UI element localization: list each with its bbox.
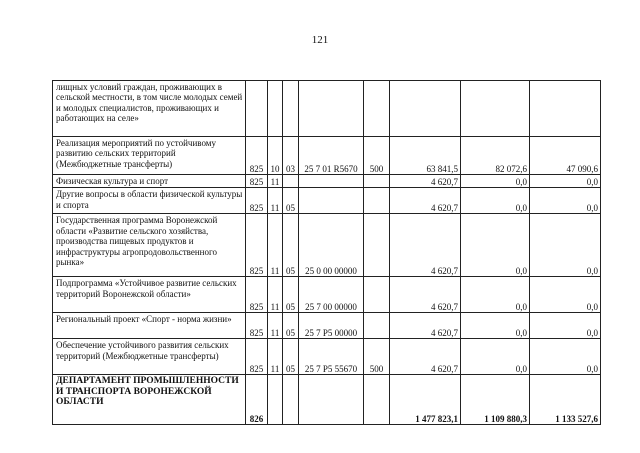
target-item-code: 25 7 Р5 55670	[299, 339, 364, 375]
amount-year-3: 47 090,6	[530, 137, 601, 175]
row-name: ДЕПАРТАМЕНТ ПРОМЫШЛЕННОСТИ И ТРАНСПОРТА ВОРОНЕЖСКОЙ ОБЛАСТИ	[53, 375, 246, 425]
row-name: Обеспечение устойчивого развития сельских территорий (Межбюджетные трансферты)	[53, 339, 246, 375]
section-code	[268, 375, 283, 425]
row-name: Другие вопросы в области физической культуры и спорта	[53, 188, 246, 214]
subsection-code	[283, 175, 299, 188]
expense-type-code: 500	[364, 137, 390, 175]
table-row	[53, 137, 601, 175]
section-code	[268, 81, 283, 137]
expense-type-code	[364, 375, 390, 425]
section-code: 11	[268, 175, 283, 188]
row-name: Государственная программа Воронежской области «Развитие сельского хозяйства, производства пищевых продуктов и инфраструктуры агропродовольственного рынка»	[53, 214, 246, 277]
expense-type-code	[364, 81, 390, 137]
amount-year-1: 4 620,7	[390, 175, 461, 188]
amount-year-3: 1 133 527,6	[530, 375, 601, 425]
target-item-code	[299, 188, 364, 214]
row-name: Региональный проект «Спорт - норма жизни»	[53, 313, 246, 339]
amount-year-2: 1 109 880,3	[461, 375, 530, 425]
amount-year-2: 0,0	[461, 214, 530, 277]
amount-year-3: 0,0	[530, 214, 601, 277]
expense-type-code	[364, 214, 390, 277]
row-name: лищных условий граждан, проживающих в сельской местности, в том числе молодых семей и молодых специалистов, проживающих и работающих на селе»	[53, 81, 246, 137]
table-row	[53, 313, 601, 339]
amount-year-1: 63 841,5	[390, 137, 461, 175]
amount-year-2: 0,0	[461, 175, 530, 188]
grbs-code: 825	[246, 188, 268, 214]
grbs-code: 825	[246, 175, 268, 188]
target-item-code: 25 7 Р5 00000	[299, 313, 364, 339]
page-number: 121	[311, 34, 329, 46]
section-code: 11	[268, 188, 283, 214]
amount-year-1: 4 620,7	[390, 277, 461, 313]
section-code: 11	[268, 313, 283, 339]
table-row	[53, 277, 601, 313]
subsection-code	[283, 375, 299, 425]
expense-type-code	[364, 277, 390, 313]
amount-year-3: 0,0	[530, 277, 601, 313]
subsection-code: 05	[283, 339, 299, 375]
amount-year-3: 0,0	[530, 188, 601, 214]
target-item-code	[299, 81, 364, 137]
amount-year-1: 4 620,7	[390, 188, 461, 214]
subsection-code	[283, 81, 299, 137]
amount-year-2: 0,0	[461, 188, 530, 214]
target-item-code: 25 7 01 R5670	[299, 137, 364, 175]
section-code: 10	[268, 137, 283, 175]
grbs-code: 825	[246, 277, 268, 313]
section-code: 11	[268, 214, 283, 277]
section-code: 11	[268, 339, 283, 375]
expense-type-code	[364, 175, 390, 188]
amount-year-1: 4 620,7	[390, 339, 461, 375]
grbs-code: 826	[246, 375, 268, 425]
amount-year-1: 4 620,7	[390, 214, 461, 277]
row-name: Реализация мероприятий по устойчивому развитию сельских территорий (Межбюджетные трансферты)	[53, 137, 246, 175]
subsection-code: 05	[283, 277, 299, 313]
amount-year-3: 0,0	[530, 339, 601, 375]
amount-year-2: 82 072,6	[461, 137, 530, 175]
grbs-code	[246, 81, 268, 137]
amount-year-1: 1 477 823,1	[390, 375, 461, 425]
table-row	[53, 339, 601, 375]
budget-table	[52, 80, 601, 425]
expense-type-code	[364, 188, 390, 214]
row-name: Физическая культура и спорт	[53, 175, 246, 188]
subsection-code: 05	[283, 188, 299, 214]
amount-year-3: 0,0	[530, 175, 601, 188]
subsection-code: 03	[283, 137, 299, 175]
grbs-code: 825	[246, 339, 268, 375]
expense-type-code: 500	[364, 339, 390, 375]
target-item-code: 25 0 00 00000	[299, 214, 364, 277]
section-code: 11	[268, 277, 283, 313]
target-item-code	[299, 175, 364, 188]
row-name: Подпрограмма «Устойчивое развитие сельских территорий Воронежской области»	[53, 277, 246, 313]
table-row	[53, 81, 601, 137]
grbs-code: 825	[246, 313, 268, 339]
amount-year-2: 0,0	[461, 313, 530, 339]
table-row	[53, 375, 601, 425]
target-item-code	[299, 375, 364, 425]
grbs-code: 825	[246, 214, 268, 277]
subsection-code: 05	[283, 214, 299, 277]
amount-year-2: 0,0	[461, 277, 530, 313]
target-item-code: 25 7 00 00000	[299, 277, 364, 313]
table-row	[53, 214, 601, 277]
amount-year-3	[530, 81, 601, 137]
table-row	[53, 175, 601, 188]
table-row	[53, 188, 601, 214]
amount-year-1	[390, 81, 461, 137]
expense-type-code	[364, 313, 390, 339]
subsection-code: 05	[283, 313, 299, 339]
grbs-code: 825	[246, 137, 268, 175]
amount-year-1: 4 620,7	[390, 313, 461, 339]
amount-year-2: 0,0	[461, 339, 530, 375]
amount-year-2	[461, 81, 530, 137]
amount-year-3: 0,0	[530, 313, 601, 339]
